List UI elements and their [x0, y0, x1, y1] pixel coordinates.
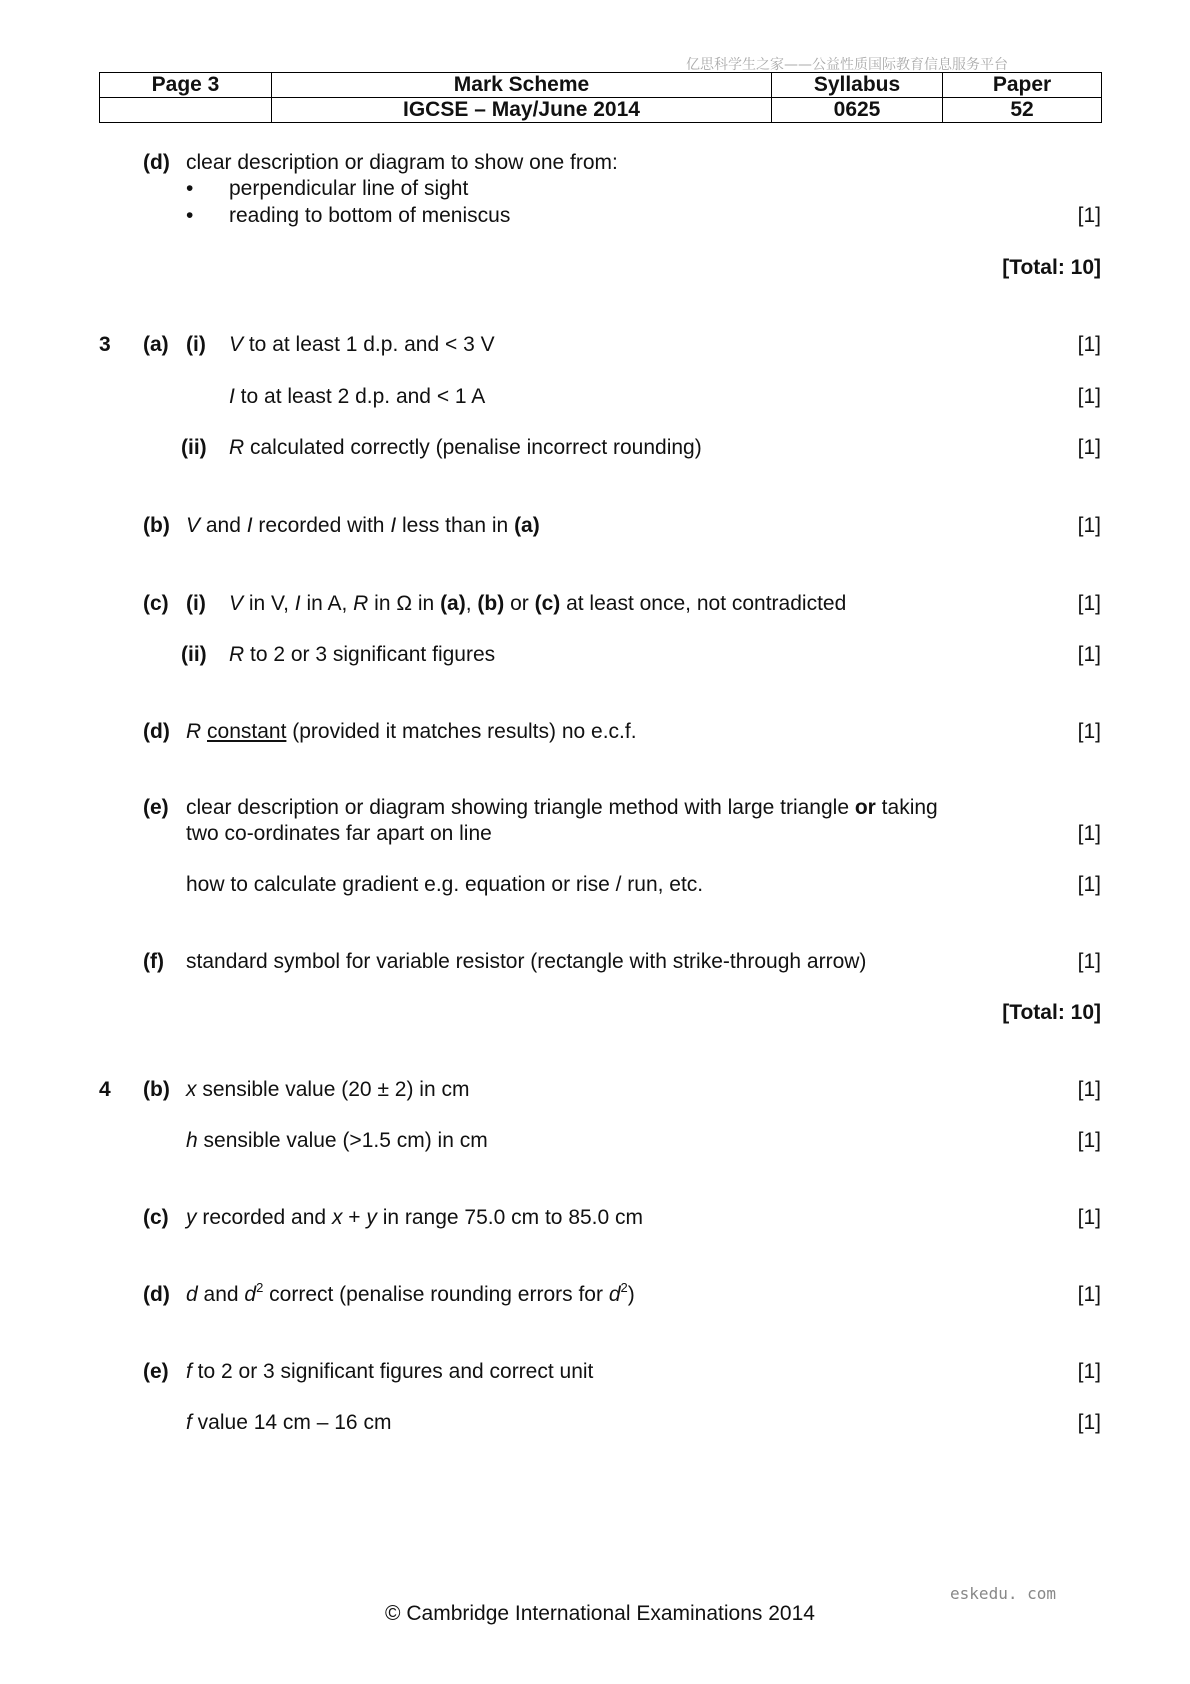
- total: [Total: 10]: [1002, 256, 1101, 279]
- header-row-1: [100, 73, 1102, 98]
- q3ai-line1: V to at least 1 d.p. and < 3 V: [229, 333, 495, 356]
- q4e-line2: f value 14 cm – 16 cm: [186, 1411, 392, 1434]
- mark: [1]: [1077, 1129, 1101, 1152]
- mark: [1]: [1077, 333, 1101, 356]
- mark: [1]: [1077, 1411, 1101, 1434]
- header-title: Mark Scheme: [272, 73, 772, 98]
- mark: [1]: [1077, 873, 1101, 896]
- q3aii-sub: (ii): [181, 436, 207, 459]
- q3b-text: V and I recorded with I less than in (a): [186, 514, 540, 537]
- mark: [1]: [1077, 822, 1101, 845]
- header-empty: [100, 98, 272, 123]
- q3d-part: (d): [143, 720, 170, 743]
- watermark-top: 亿思科学生之家——公益性质国际教育信息服务平台: [686, 57, 1008, 73]
- q4e-line1: f to 2 or 3 significant figures and correct unit: [186, 1360, 594, 1383]
- mark: [1]: [1077, 436, 1101, 459]
- q4b-part: (b): [143, 1078, 170, 1101]
- footer-copyright: © Cambridge International Examinations 2014: [385, 1602, 815, 1625]
- mark: [1]: [1077, 514, 1101, 537]
- bullet-icon: •: [186, 177, 194, 200]
- q4-number: 4: [99, 1078, 111, 1101]
- header-paper-label: Paper: [943, 73, 1102, 98]
- mark: [1]: [1077, 385, 1101, 408]
- q3cii-text: R to 2 or 3 significant figures: [229, 643, 496, 666]
- q4b-line1: x sensible value (20 ± 2) in cm: [186, 1078, 470, 1101]
- mark: [1]: [1077, 1078, 1101, 1101]
- total: [Total: 10]: [1002, 1001, 1101, 1024]
- header-table: [99, 72, 1102, 123]
- watermark-bottom: eskedu. com: [950, 1584, 1056, 1603]
- q3ai-line2: I to at least 2 d.p. and < 1 A: [229, 385, 486, 408]
- header-syllabus-label: Syllabus: [772, 73, 943, 98]
- q2d-part: (d): [143, 151, 170, 174]
- q4e-part: (e): [143, 1360, 169, 1383]
- q2d-text: clear description or diagram to show one from:: [186, 151, 618, 174]
- q3ci-sub: (i): [186, 592, 206, 615]
- q2d-bullet-2: reading to bottom of meniscus: [229, 204, 511, 227]
- q3e-line1: clear description or diagram showing triangle method with large triangle or taking: [186, 796, 938, 819]
- mark: [1]: [1077, 1360, 1101, 1383]
- q4d-part: (d): [143, 1283, 170, 1306]
- header-syllabus-code: 0625: [772, 98, 943, 123]
- q4b-line2: h sensible value (>1.5 cm) in cm: [186, 1129, 488, 1152]
- q3f-part: (f): [143, 950, 164, 973]
- mark: [1]: [1077, 1283, 1101, 1306]
- q3a-part: (a): [143, 333, 169, 356]
- mark: [1]: [1077, 643, 1101, 666]
- q3c-part: (c): [143, 592, 169, 615]
- q3aii-text: R calculated correctly (penalise incorrect rounding): [229, 436, 702, 459]
- mark: [1]: [1077, 204, 1101, 227]
- mark: [1]: [1077, 592, 1101, 615]
- q4d-text: d and $d^2$ correct (penalise rounding errors for $d^2$): [186, 1280, 635, 1306]
- mark: [1]: [1077, 1206, 1101, 1229]
- header-paper-number: 52: [943, 98, 1102, 123]
- q3ai-sub: (i): [186, 333, 206, 356]
- q3e-line2: two co-ordinates far apart on line: [186, 822, 492, 845]
- q3f-text: standard symbol for variable resistor (rectangle with strike-through arrow): [186, 950, 867, 973]
- mark: [1]: [1077, 720, 1101, 743]
- header-row-2: [100, 98, 1102, 123]
- q4c-part: (c): [143, 1206, 169, 1229]
- q3e-line3: how to calculate gradient e.g. equation or rise / run, etc.: [186, 873, 704, 896]
- q3d-text: R constant (provided it matches results) no e.c.f.: [186, 720, 637, 743]
- q3cii-sub: (ii): [181, 643, 207, 666]
- mark: [1]: [1077, 950, 1101, 973]
- bullet-icon: •: [186, 204, 194, 227]
- q3ci-text: V in V, I in A, R in Ω in (a), (b) or (c) at least once, not contradicted: [229, 592, 847, 615]
- q4c-text: y recorded and x + y in range 75.0 cm to 85.0 cm: [186, 1206, 644, 1229]
- q2d-bullet-1: perpendicular line of sight: [229, 177, 469, 200]
- header-exam: IGCSE – May/June 2014: [272, 98, 772, 123]
- q3-number: 3: [99, 333, 111, 356]
- header-page: Page 3: [100, 73, 272, 98]
- q3b-part: (b): [143, 514, 170, 537]
- q3e-part: (e): [143, 796, 169, 819]
